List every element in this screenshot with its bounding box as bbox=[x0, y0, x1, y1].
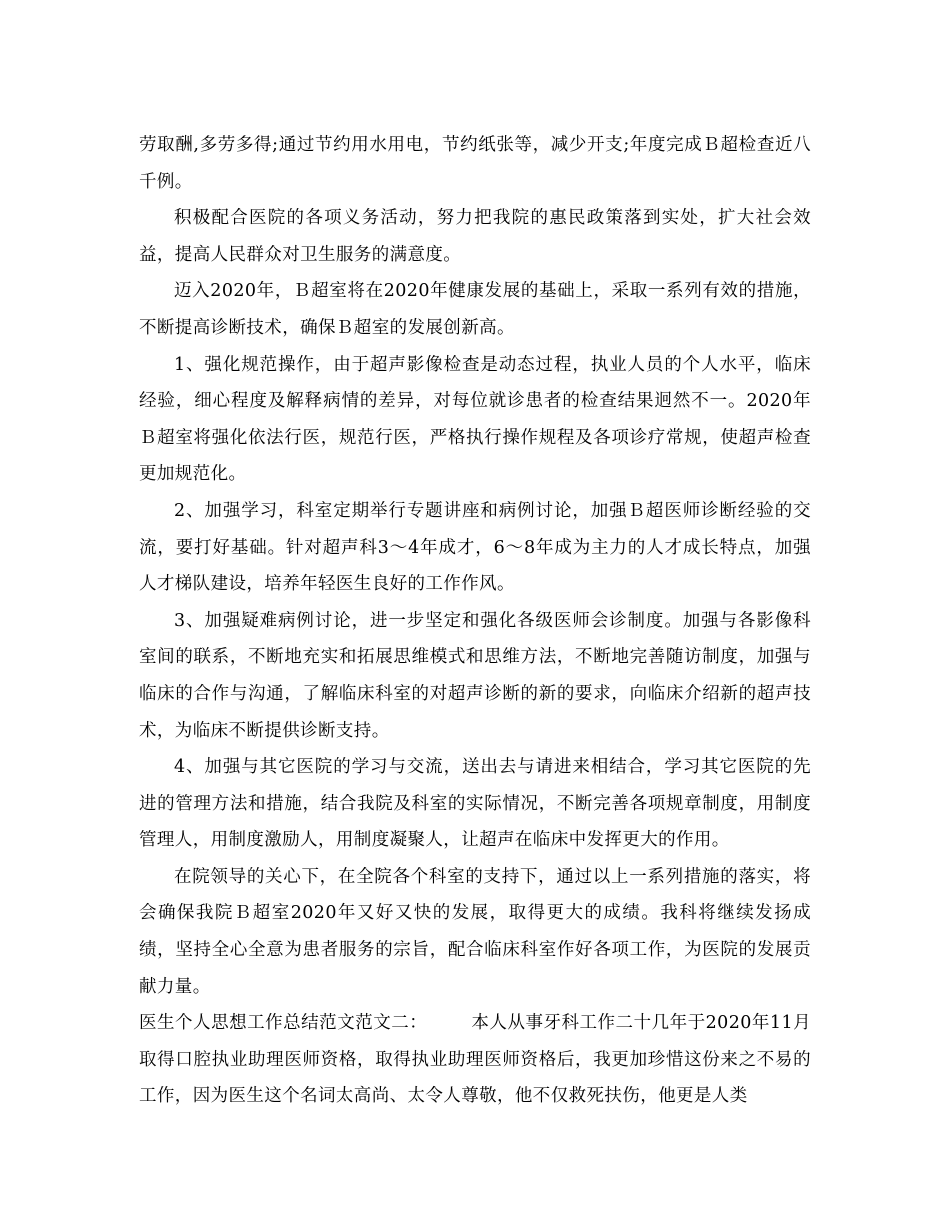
paragraph-item-2: 2、加强学习，科室定期举行专题讲座和病例讨论，加强Ｂ超医师诊断经验的交流，要打好基础。针对超声科3～4年成才，6～8年成为主力的人才成长特点，加强人才梯队建设，培养年轻医生良好的工作作风。 bbox=[139, 500, 811, 595]
paragraph-item-4: 4、加强与其它医院的学习与交流，送出去与请进来相结合，学习其它医院的先进的管理方法和措施，结合我院及科室的实际情况，不断完善各项规章制度，用制度管理人，用制度激励人，用制度凝聚人，让超声在临床中发挥更大的作用。 bbox=[139, 757, 811, 851]
paragraph-conclusion: 在院领导的关心下，在全院各个科室的支持下，通过以上一系列措施的落实，将会确保我院Ｂ超室2020年又好又快的发展，取得更大的成绩。我科将继续发扬成绩，坚持全心全意为患者服务的宗旨，配合临床科室作好各项工作，为医院的发展贡献力量。 bbox=[139, 866, 811, 997]
document-body bbox=[139, 127, 811, 1115]
paragraph-sample-two bbox=[139, 1005, 811, 1115]
section-heading: 医生个人思想工作总结范文范文二： bbox=[139, 1013, 428, 1034]
paragraph-item-1: 1、强化规范操作，由于超声影像检查是动态过程，执业人员的个人水平，临床经验，细心程度及解释病情的差异，对每位就诊患者的检查结果迥然不一。2020年Ｂ超室将强化依法行医，规范行医，严格执行操作规程及各项诊疗常规，使超声检查更加规范化。 bbox=[139, 354, 811, 485]
paragraph-year-plan: 迈入2020年，Ｂ超室将在2020年健康发展的基础上，采取一系列有效的措施，不断提高诊断技术，确保Ｂ超室的发展创新高。 bbox=[139, 281, 811, 338]
paragraph-public-service: 积极配合医院的各项义务活动，努力把我院的惠民政策落到实处，扩大社会效益，提高人民群众对卫生服务的满意度。 bbox=[139, 208, 811, 265]
section-body-text: 本人从事牙科工作二十几年于2020年11月取得口腔执业助理医师资格，取得执业助理医师资格后，我更加珍惜这份来之不易的工作，因为医生这个名词太高尚、太令人尊敬，他不仅救死扶伤，他更是人类 bbox=[139, 1013, 812, 1107]
paragraph-item-3: 3、加强疑难病例讨论，进一步坚定和强化各级医师会诊制度。加强与各影像科室间的联系，不断地充实和拓展思维模式和思维方法，不断地完善随访制度，加强与临床的合作与沟通，了解临床科室的对超声诊断的新的要求，向临床介绍新的超声技术，为临床不断提供诊断支持。 bbox=[139, 610, 811, 741]
paragraph-continuation: 劳取酬,多劳多得;通过节约用水用电，节约纸张等，减少开支;年度完成Ｂ超检查近八千例。 bbox=[139, 135, 811, 192]
